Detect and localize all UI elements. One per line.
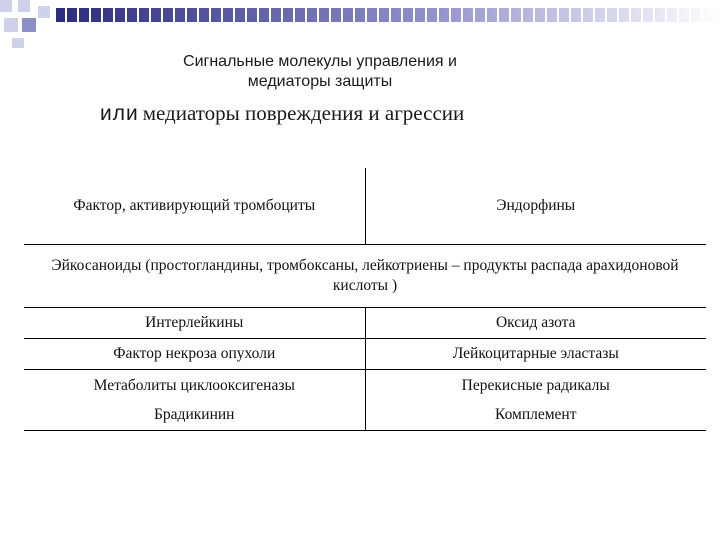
table-row: [24, 339, 706, 370]
cell-line: Метаболиты циклооксигеназы: [93, 376, 295, 394]
decorative-stripes: [56, 8, 720, 22]
title-rest: медиаторы повреждения и агрессии: [142, 101, 465, 125]
table-row: [24, 168, 706, 245]
table-cell: Оксид азота: [365, 308, 706, 339]
table-cell: Фактор некроза опухоли: [24, 339, 365, 370]
table-cell: [24, 370, 365, 431]
cell-line: Комплемент: [495, 405, 577, 423]
slide-title-line1: Сигнальные молекулы управления и медиаторы защиты: [183, 53, 457, 90]
cell-line: Брадикинин: [154, 405, 235, 423]
mediators-table: [24, 168, 706, 431]
slide-title-line2: [100, 101, 660, 126]
title-or-word: или: [100, 102, 139, 125]
table-cell: Интерлейкины: [24, 308, 365, 339]
table-cell: Фактор, активирующий тромбоциты: [24, 168, 365, 245]
table-cell-merged: Эйкосаноиды (простогландины, тромбоксаны, лейкотриены – продукты распада арахидоновой кислоты ): [24, 245, 706, 308]
table-row: [24, 308, 706, 339]
table-cell: Лейкоцитарные эластазы: [365, 339, 706, 370]
table-row: [24, 245, 706, 308]
cell-line: Перекисные радикалы: [461, 376, 610, 394]
decorative-squares: [0, 0, 50, 48]
table-row: [24, 370, 706, 431]
decorative-header-bar: [0, 0, 720, 60]
table-cell: [365, 370, 706, 431]
table-cell: Эндорфины: [365, 168, 706, 245]
